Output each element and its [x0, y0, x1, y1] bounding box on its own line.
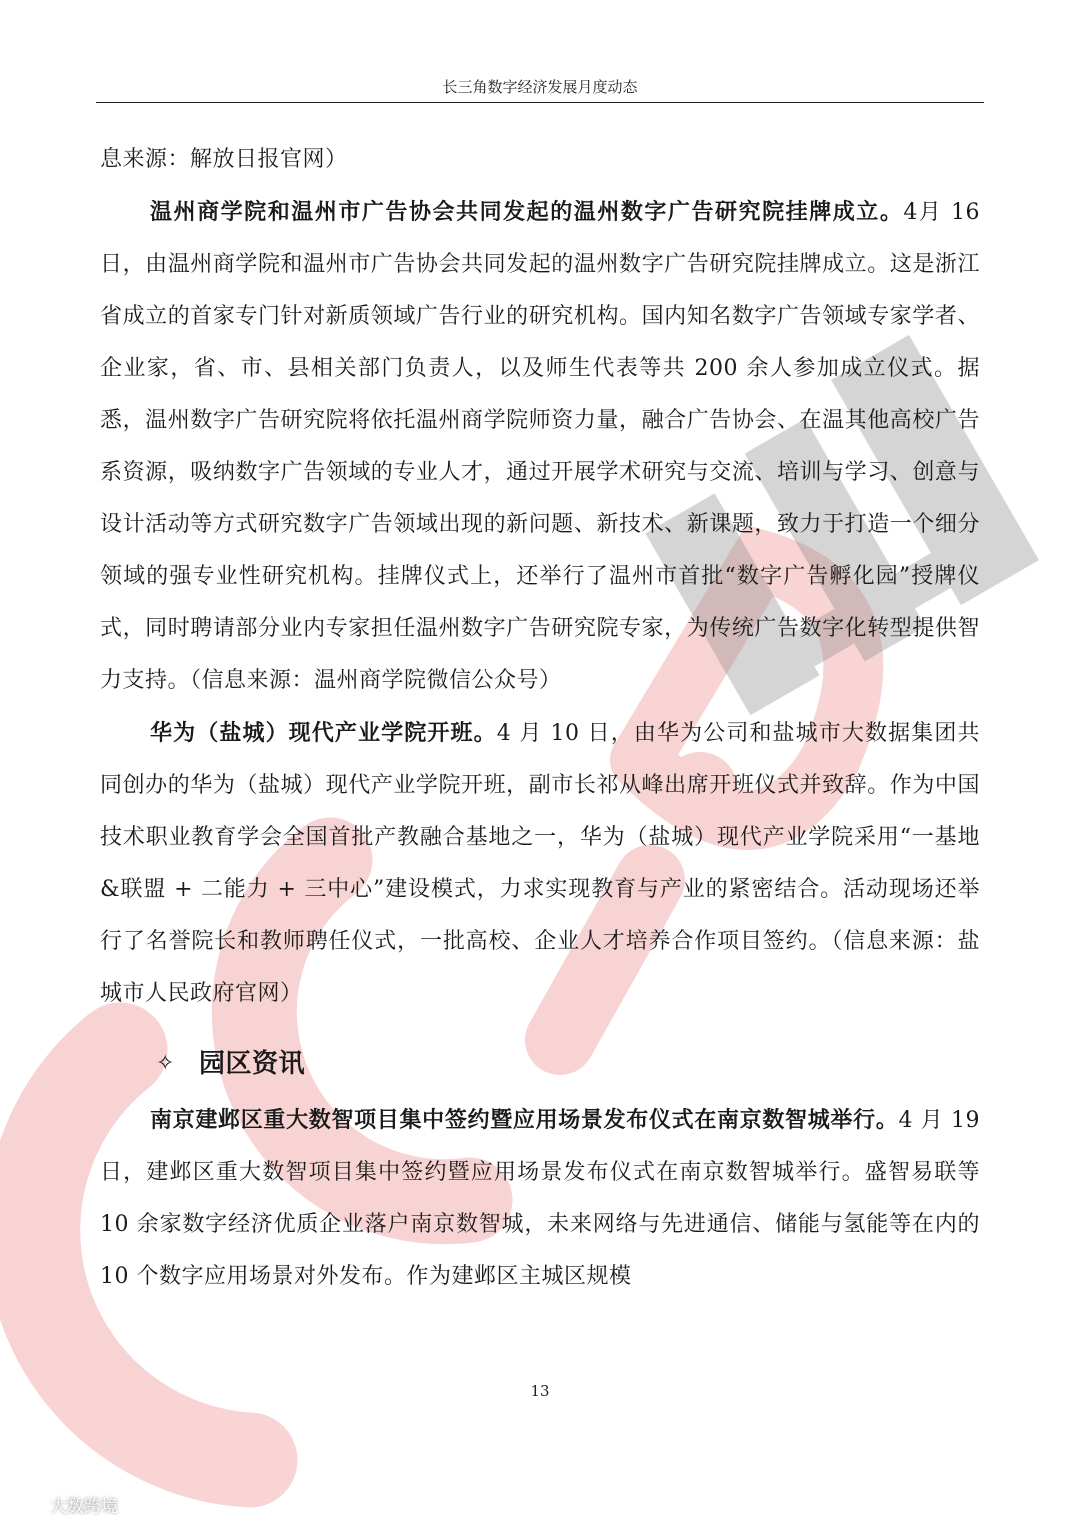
- running-header: [96, 76, 984, 103]
- page-body: [100, 134, 980, 1303]
- news-body: 4 月 10 日，由华为公司和盐城市大数据集团共同创办的华为（盐城）现代产业学院开班，副市长祁从峰出席开班仪式并致辞。作为中国技术职业教育学会全国首批产教融合基地之一，华为（盐城）现代产业学院采用“一基地&联盟 + 二能力 + 三中心”建设模式，力求实现教育与产业的紧密结合。活动现场还举行了名誉院长和教师聘任仪式，一批高校、企业人才培养合作项目签约。（信息来源：盐城市人民政府官网）: [100, 721, 980, 1006]
- section-title: 园区资讯: [198, 1049, 305, 1079]
- header-title: 长三角数字经济发展月度动态: [442, 78, 638, 96]
- section-heading: [156, 1044, 980, 1084]
- news-item-wenzhou: [100, 186, 980, 707]
- news-headline: 南京建邺区重大数智项目集中签约暨应用场景发布仪式在南京数智城举行。: [150, 1107, 899, 1133]
- weibo-logo-icon: [10, 1494, 44, 1516]
- diamond-bullet-icon: ✧: [156, 1051, 175, 1076]
- news-headline: 华为（盐城）现代产业学院开班。: [150, 720, 497, 746]
- footer-brand: [10, 1492, 118, 1517]
- news-item-huawei: [100, 707, 980, 1020]
- paragraph-continuation: 息来源：解放日报官网）: [100, 147, 348, 172]
- news-body: 4 月 19 日，建邺区重大数智项目集中签约暨应用场景发布仪式在南京数智城举行。盛智易联等 10 余家数字经济优质企业落户南京数智城，未来网络与先进通信、储能与氢能等在内的 10 个数字应用场景对外发布。作为建邺区主城区规模: [100, 1108, 980, 1289]
- page-number: 13: [530, 1382, 550, 1400]
- footer-brand-label: 大数跨境: [50, 1497, 118, 1517]
- news-item-nanjing: [100, 1094, 980, 1303]
- news-body: 4月 16 日，由温州商学院和温州市广告协会共同发起的温州数字广告研究院挂牌成立。这是浙江省成立的首家专门针对新质领域广告行业的研究机构。国内知名数字广告领域专家学者、企业家，省、市、县相关部门负责人，以及师生代表等共 200 余人参加成立仪式。据悉，温州数字广告研究院将依托温州商学院师资力量，融合广告协会、在温其他高校广告系资源，吸纳数字广告领域的专业人才，通过开展学术研究与交流、培训与学习、创意与设计活动等方式研究数字广告领域出现的新问题、新技术、新课题，致力于打造一个细分领域的强专业性研究机构。挂牌仪式上，还举行了温州市首批“数字广告孵化园”授牌仪式，同时聘请部分业内专家担任温州数字广告研究院专家，为传统广告数字化转型提供智力支持。（信息来源：温州商学院微信公众号）: [100, 200, 980, 693]
- news-headline: 温州商学院和温州市广告协会共同发起的温州数字广告研究院挂牌成立。: [150, 199, 904, 225]
